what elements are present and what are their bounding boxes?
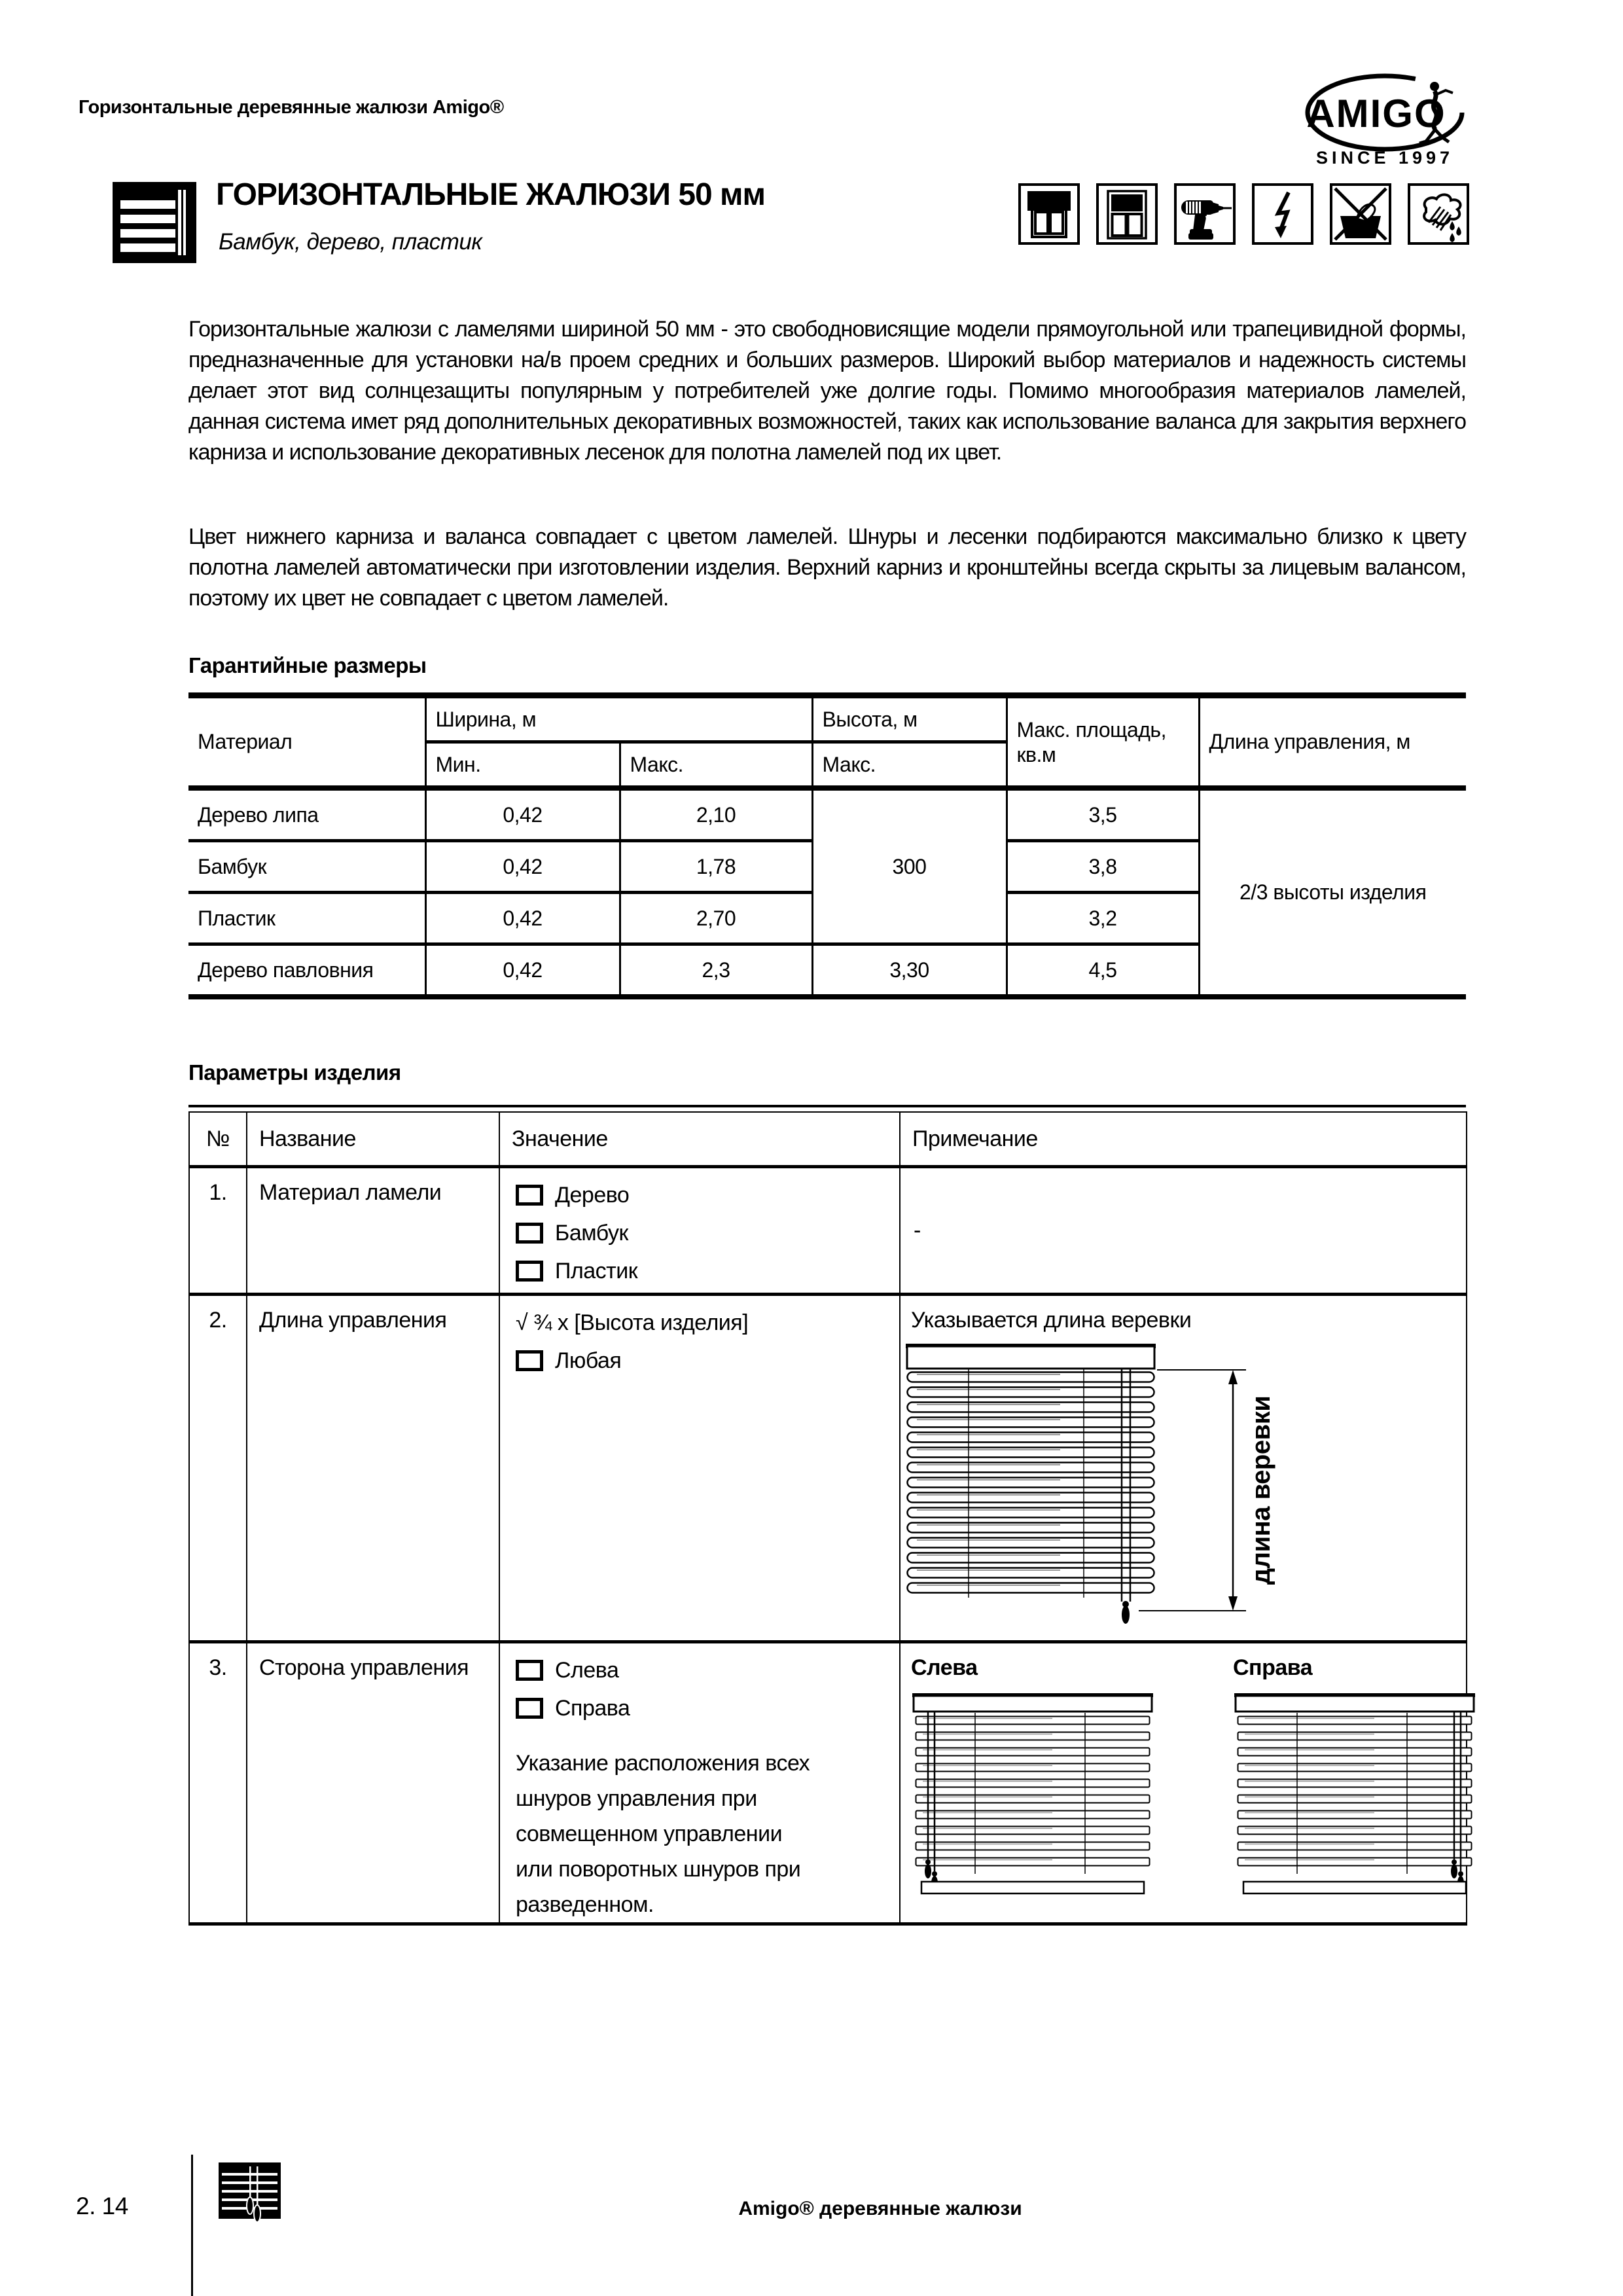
- params-table-wrapper: [188, 1105, 1466, 1926]
- params-heading: Параметры изделия: [188, 1060, 401, 1085]
- cord-length-note: Указывается длина веревки: [911, 1308, 1192, 1333]
- table-row: Дерево липа 0,42 2,10 300 3,5 2/3 высоты изделия: [188, 788, 1466, 841]
- feature-icons-row: [1018, 183, 1469, 245]
- checkbox-icon: [516, 1350, 543, 1371]
- footer-divider: [191, 2155, 193, 2296]
- col-note: Примечание: [900, 1112, 1467, 1167]
- checkbox-icon: [516, 1698, 543, 1719]
- checkbox-icon: [516, 1660, 543, 1681]
- table-row: Пластик 0,42 2,70 3,2: [188, 893, 1466, 944]
- option-left: Слева: [516, 1654, 899, 1687]
- footer-title: Amigo® деревянные жалюзи: [738, 2198, 1022, 2219]
- page-subtitle: Бамбук, дерево, пластик: [219, 229, 482, 255]
- param-row-control-side: 3. Сторона управления Слева Справа Указание расположения всех шнуров управления при совмещенном управлении или поворотных шнуров при разведенном. Слева Справа: [189, 1642, 1467, 1924]
- option-bamboo: Бамбук: [516, 1217, 899, 1249]
- note-dash: -: [900, 1167, 1467, 1295]
- guarantee-heading: Гарантийные размеры: [188, 653, 427, 677]
- intro-paragraph: Горизонтальные жалюзи с ламелями шириной 50 мм - это свободновисящие модели прямоугольной или трапецивидной формы, предназначенные для установки на/в проем средних и больших размеров. Широкий выбор материалов и надежность системы делает этот вид солнцезащиты популярным у потребителей уже долгие годы. Помимо многообразия материалов ламелей, данная система имет ряд дополнительных декоративных возможностей, таких как использование валанса для закрытия верхнего карниза и использование декоративных лесенок для полотна ламелей под их цвет.: [188, 317, 1466, 465]
- blind-over-opening-icon: [1018, 183, 1080, 245]
- col-material: Материал: [188, 696, 425, 789]
- cord-length-label: длина веревки: [1247, 1395, 1275, 1585]
- table-row: Дерево павловния 0,42 2,3 3,30 4,5: [188, 944, 1466, 997]
- right-label: Справа: [1233, 1655, 1313, 1680]
- col-height: Высота, м: [812, 696, 1007, 742]
- color-paragraph: Цвет нижнего карниза и валанса совпадает с цветом ламелей. Шнуры и лесенки подбираются максимально близко к цвету полотна ламелей автоматически при изготовлении изделия. Верхний карниз и кронштейны всегда скрыты за лицевым валансом, поэтому их цвет не совпадает с цветом ламелей.: [188, 524, 1466, 611]
- control-side-description: Указание расположения всех шнуров управления при совмещенном управлении или поворотных шнуров при разведенном.: [516, 1751, 810, 1917]
- param-row-material: 1. Материал ламели Дерево Бамбук Пластик -: [189, 1167, 1467, 1295]
- option-right: Справа: [516, 1692, 899, 1725]
- control-shared-cell: 2/3 высоты изделия: [1199, 788, 1466, 997]
- page-title: ГОРИЗОНТАЛЬНЫЕ ЖАЛЮЗИ 50 мм: [216, 177, 766, 212]
- params-table: [188, 1111, 1467, 1926]
- col-value: Значение: [499, 1112, 900, 1167]
- blinds-title-icon: [113, 182, 196, 266]
- logo-brand-text: AMIGO: [1306, 92, 1446, 135]
- no-washing-icon: [1330, 183, 1391, 245]
- amigo-logo-icon: [1301, 65, 1471, 170]
- right-control-figure: [1233, 1654, 1476, 1899]
- col-area: Макс. площадь, кв.м: [1007, 696, 1199, 789]
- running-header: Горизонтальные деревянные жалюзи Amigo®: [79, 97, 504, 118]
- page-number: 2. 14: [76, 2193, 128, 2219]
- table-row: Бамбук 0,42 1,78 3,8: [188, 841, 1466, 893]
- damp-cloth-cleaning-icon: [1408, 183, 1469, 245]
- checkbox-icon: [516, 1261, 543, 1282]
- left-label: Слева: [911, 1655, 978, 1680]
- left-control-figure: [911, 1654, 1154, 1899]
- control-length-formula: √ ¾ х [Высота изделия]: [516, 1310, 749, 1335]
- col-control: Длина управления, м: [1199, 696, 1466, 789]
- electric-warning-icon: [1252, 183, 1313, 245]
- blind-left-control-diagram: [911, 1691, 1154, 1899]
- cord-length-diagram: [906, 1341, 1466, 1640]
- option-wood: Дерево: [516, 1179, 899, 1211]
- amigo-logo: [1301, 65, 1471, 173]
- drill-icon: [1174, 183, 1236, 245]
- blind-in-opening-icon: [1096, 183, 1158, 245]
- checkbox-icon: [516, 1223, 543, 1244]
- col-num: №: [189, 1112, 247, 1167]
- option-plastic: Пластик: [516, 1255, 899, 1287]
- height-shared-cell: 300: [812, 788, 1007, 944]
- param-row-control-length: 2. Длина управления √ ¾ х [Высота изделия] Любая Указывается длина веревки длина веревки: [189, 1295, 1467, 1642]
- col-width-min: Мин.: [425, 742, 620, 789]
- col-width-max: Макс.: [620, 742, 812, 789]
- logo-since-text: SINCE 1997: [1315, 148, 1454, 168]
- option-any: Любая: [516, 1344, 899, 1377]
- col-name: Название: [247, 1112, 499, 1167]
- checkbox-icon: [516, 1185, 543, 1206]
- col-width: Ширина, м: [425, 696, 812, 742]
- guarantee-table: [188, 692, 1466, 999]
- col-height-max: Макс.: [812, 742, 1007, 789]
- blind-right-control-diagram: [1233, 1691, 1476, 1899]
